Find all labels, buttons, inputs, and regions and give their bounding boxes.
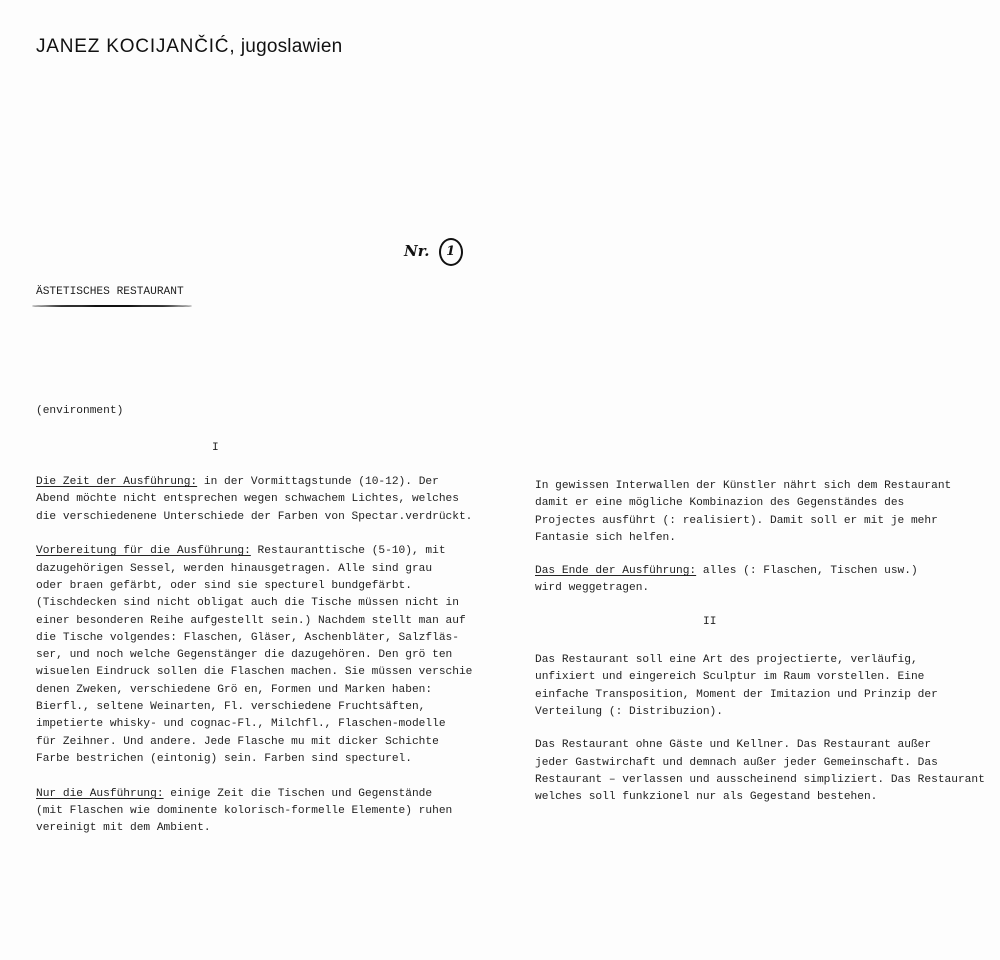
text-line: ser, und noch welche Gegenstänger die dazugehören. Den grö ten (36, 649, 453, 662)
text-line: (Tischdecken sind nicht obligat auch die Tische müssen nicht in (36, 597, 459, 610)
paragraph-execution-time (36, 474, 496, 526)
document-title: ÄSTETISCHES RESTAURANT (36, 286, 184, 298)
text-line: wisuelen Eindruck sollen die Flaschen machen. Sie müssen verschie (36, 666, 473, 679)
label-execution-only: Nur die Ausführung: (36, 787, 164, 800)
paragraph-no-guests (535, 737, 995, 806)
section-heading-two: II (703, 615, 717, 628)
label-execution-time: Die Zeit der Ausführung: (36, 476, 198, 488)
environment-label: (environment) (36, 405, 124, 417)
text-line: die Tische volgendes: Flaschen, Gläser, Aschenbläter, Salzfläs- (36, 631, 459, 644)
text-line: In gewissen Interwallen der Künstler nährt sich dem Restaurant (535, 480, 952, 492)
text-line: Das Restaurant ohne Gäste und Kellner. Das Restaurant außer (535, 739, 932, 752)
text-line: Restaurant – verlassen und ausscheinend simpliziert. Das Restaurant (535, 773, 985, 786)
text-line: oder braen gefärbt, oder sind sie specturel bundgefärbt. (36, 579, 412, 592)
paragraph-sculpture (535, 652, 995, 721)
text-line: vereinigt mit dem Ambient. (36, 822, 211, 835)
artist-header (36, 36, 342, 58)
title-underline-stroke (32, 305, 192, 307)
artist-country: jugoslawien (240, 36, 343, 57)
text-line: unfixiert und eingereich Sculptur im Raum vorstellen. Eine (535, 671, 925, 684)
text-line: in der Vormittagstunde (10-12). Der (197, 476, 439, 488)
text-line: Bierfl., seltene Weinarten, Fl. verschiedene Fruchtsäften, (36, 701, 426, 714)
text-line: einfache Transposition, Moment der Imitazion und Prinzip der (535, 688, 938, 701)
text-line: welches soll funkzionel nur als Gegestand bestehen. (535, 791, 878, 804)
text-line: damit er eine mögliche Kombinazion des Gegenständes des (535, 497, 905, 510)
number-prefix: Nr. (404, 242, 430, 260)
text-line: die verschiedenene Unterschiede der Farben von Spectar.verdrückt. (36, 510, 473, 523)
label-end-of-execution: Das Ende der Ausführung: (535, 565, 697, 578)
text-line: jeder Gastwirchaft und demnach außer jeder Gemeinschaft. Das (535, 756, 938, 769)
section-heading-one: I (212, 442, 219, 454)
handwritten-number-mark (404, 238, 463, 266)
left-column (36, 474, 496, 838)
label-preparation: Vorbereitung für die Ausführung: (36, 545, 251, 558)
text-line: (mit Flaschen wie dominente kolorisch-formelle Elemente) ruhen (36, 805, 453, 818)
text-line: denen Zweken, verschiedene Grö en, Formen und Marken haben: (36, 683, 433, 696)
right-column (535, 478, 995, 806)
paragraph-preparation (36, 543, 496, 768)
text-line: dazugehörigen Sessel, werden hinausgetragen. Alle sind grau (36, 562, 433, 575)
paragraph-end-of-execution (535, 563, 995, 598)
text-line: Fantasie sich helfen. (535, 531, 676, 544)
paragraph-intervals (535, 478, 995, 547)
text-line: Projectes ausführt (: realisiert). Damit soll er mit je mehr (535, 514, 938, 527)
paragraph-execution-only (36, 786, 496, 838)
text-line: für Zeihner. Und andere. Jede Flasche mu mit dicker Schichte (36, 735, 439, 748)
text-line: impetierte whisky- und cognac-Fl., Milchfl., Flaschen-modelle (36, 718, 446, 731)
text-line: Verteilung (: Distribuzion). (535, 705, 723, 718)
text-line: Das Restaurant soll eine Art des projectierte, verläufig, (535, 654, 918, 667)
text-line: Farbe bestrichen (eintonig) sein. Farben sind specturel. (36, 752, 412, 765)
text-line: alles (: Flaschen, Tischen usw.) (696, 565, 918, 578)
number-circle: 1 (439, 238, 463, 266)
text-line: einer besonderen Reihe aufgestellt sein.) Nachdem stellt man auf (36, 614, 466, 627)
artist-name: JANEZ KOCIJANČIĆ, (36, 36, 236, 57)
text-line: Abend möchte nicht entsprechen wegen schwachem Lichtes, welches (36, 493, 459, 506)
text-line: einige Zeit die Tischen und Gegenstände (163, 787, 433, 800)
text-line: wird weggetragen. (535, 582, 650, 595)
text-line: Restauranttische (5-10), mit (250, 545, 446, 558)
